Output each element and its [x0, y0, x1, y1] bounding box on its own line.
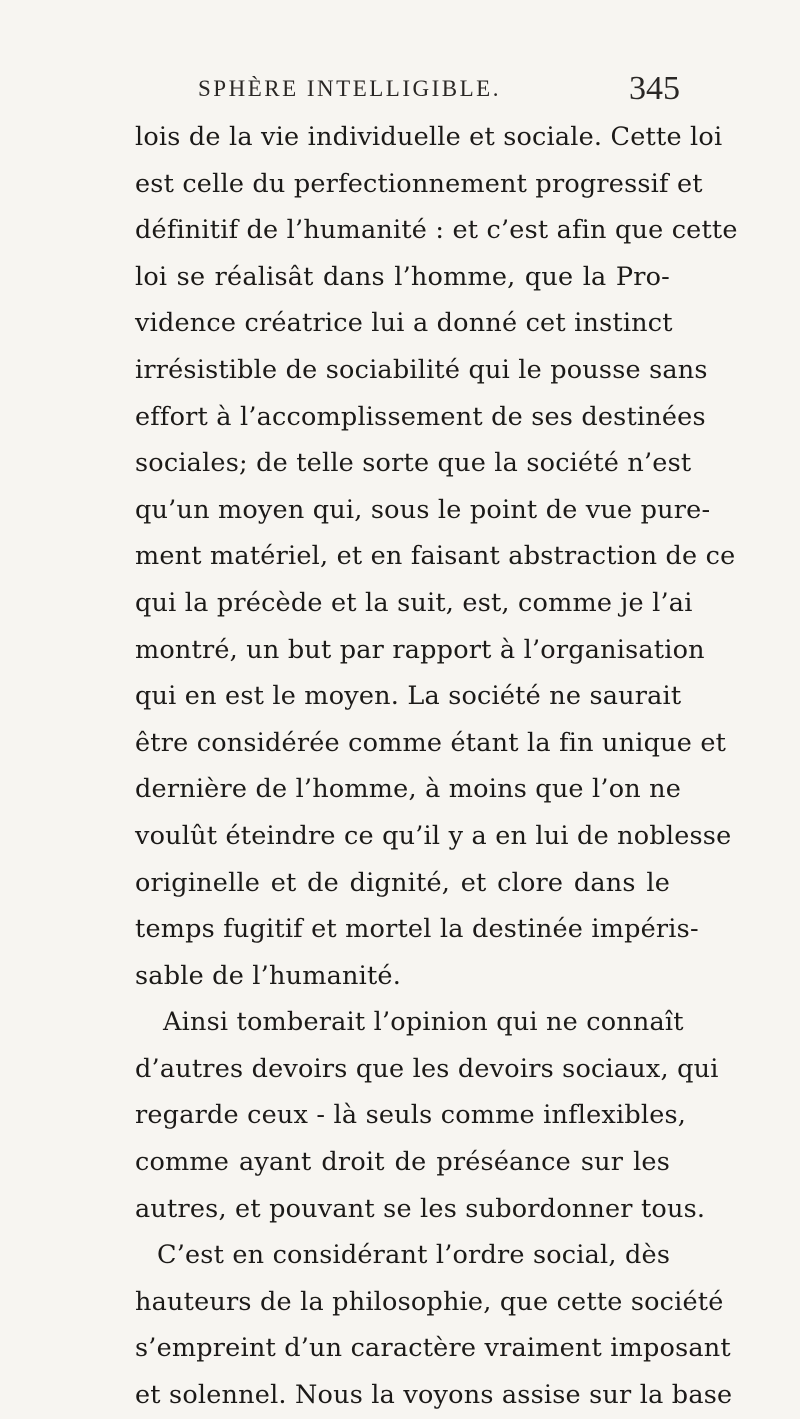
text-line: originelle et de dignité, et clore dans le: [135, 867, 670, 898]
text-line: effort à l’accomplissement de ses destinées: [135, 401, 706, 432]
text-line: ment matériel, et en faisant abstraction de ce: [135, 541, 736, 572]
text-line: irrésistible de sociabilité qui le pousse sans: [135, 354, 708, 385]
text-line: être considérée comme étant la fin unique et: [135, 727, 727, 758]
text-line: s’empreint d’un caractère vraiment imposant: [135, 1333, 731, 1364]
paragraph-start-line: C’est en considérant l’ordre social, dès: [157, 1240, 671, 1271]
text-line: hauteurs de la philosophie, que cette société: [135, 1286, 724, 1317]
text-line: dernière de l’homme, à moins que l’on ne: [135, 774, 682, 805]
text-line: qui la précède et la suit, est, comme je l’ai: [135, 587, 693, 618]
text-line: autres, et pouvant se les subordonner tous.: [135, 1193, 706, 1224]
text-line: regarde ceux - là seuls comme inflexibles,: [135, 1100, 687, 1131]
text-line: lois de la vie individuelle et sociale. Cette loi: [135, 122, 723, 152]
running-head: [140, 70, 680, 112]
text-line: comme ayant droit de préséance sur les: [135, 1147, 670, 1178]
text-line: qu’un moyen qui, sous le point de vue pure-: [135, 494, 711, 525]
paragraph-start-line: Ainsi tomberait l’opinion qui ne connaît: [163, 1007, 684, 1038]
text-line: loi se réalisât dans l’homme, que la Pro-: [135, 261, 670, 292]
page-number: 345: [629, 70, 680, 107]
text-line: sociales; de telle sorte que la société n’est: [135, 448, 692, 479]
body-text: [135, 114, 738, 1419]
text-line: voulût éteindre ce qu’il y a en lui de noblesse: [135, 820, 732, 851]
text-line: d’autres devoirs que les devoirs sociaux, qui: [135, 1053, 719, 1084]
running-title: SPHÈRE INTELLIGIBLE.: [198, 76, 501, 101]
text-line: qui en est le moyen. La société ne saurait: [135, 681, 682, 712]
text-line: vidence créatrice lui a donné cet instinct: [135, 308, 673, 339]
text-line: sable de l’humanité.: [135, 960, 401, 991]
text-line: définitif de l’humanité : et c’est afin que cette: [135, 215, 738, 246]
text-line: est celle du perfectionnement progressif et: [135, 168, 703, 199]
text-line: temps fugitif et mortel la destinée impéris-: [135, 914, 699, 945]
text-line: et solennel. Nous la voyons assise sur la base: [135, 1380, 733, 1411]
text-line: montré, un but par rapport à l’organisation: [135, 634, 705, 665]
